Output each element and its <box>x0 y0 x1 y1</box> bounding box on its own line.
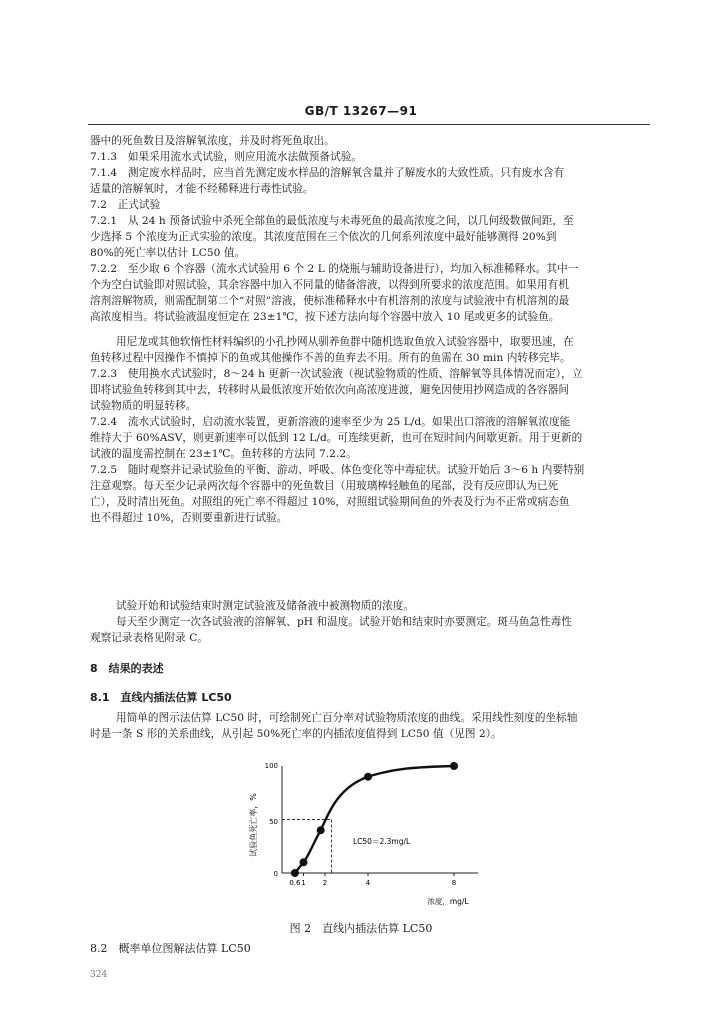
page-header: GB/T 13267—91 <box>304 104 418 118</box>
data-point <box>450 762 458 770</box>
text-line: 7.2.2 至少取 6 个容器（流水式试验用 6 个 2 L 的烧瓶与辅助设备进行），均加入标准稀释水。其中一 <box>90 263 579 275</box>
text-line: 即将试验鱼转移到其中去，转移时从最低浓度开始依次向高浓度进渡，避免因使用抄网造成的各容器间 <box>90 384 569 396</box>
text-line: 时是一条 S 形的关系曲线，从引起 50%死亡率的内插浓度值得到 LC50 值（见图 2）。 <box>90 728 502 740</box>
text-block-4 <box>90 710 650 742</box>
text-line: 亡），及时清出死鱼。对照组的死亡率不得超过 10%，对照组试验期间鱼的外表及行为不正常或病态鱼 <box>90 496 570 508</box>
data-point <box>291 869 299 877</box>
lc50-chart <box>0 758 722 908</box>
data-points <box>291 762 458 877</box>
text-line: 个为空白试验即对照试验，其余容器中加入不同量的储备溶液，以得到所要求的浓度范围。如果用有机 <box>90 279 569 291</box>
data-point <box>300 858 308 866</box>
x-tick-label: 1 <box>301 879 306 887</box>
x-tick-label: 4 <box>365 879 371 887</box>
y-tick-label: 50 <box>269 818 278 826</box>
text-line: 器中的死鱼数目及溶解氧浓度，并及时将死鱼取出。 <box>90 135 335 147</box>
text-line: 少选择 5 个浓度为正式实验的浓度。其浓度范围在三个依次的几何系列浓度中最好能够测得 20%到 <box>90 231 557 243</box>
text-line: 适量的溶解氧时，才能不经稀释进行毒性试验。 <box>90 183 314 195</box>
text-line: 80%的死亡率以估计 LC50 值。 <box>90 247 246 259</box>
header-rule <box>88 124 650 125</box>
lc50-annotation: LC50＝2.3mg/L <box>353 837 411 846</box>
text-line: 7.2.5 随时观察并记录试验鱼的平衡、游动、呼吸、体色变化等中毒症状。试验开始后 3～6 h 内要特别 <box>90 464 585 476</box>
page-number: 324 <box>90 970 108 980</box>
section-8-1-heading: 8.1 直线内插法估算 LC50 <box>90 691 232 704</box>
text-line: 溶剂溶解物质，则需配制第二个“对照”溶液，使标准稀释水中有机溶剂的浓度与试验液中有机溶剂的最 <box>90 295 570 307</box>
text-line: 7.2.1 从 24 h 预备试验中杀死全部鱼的最低浓度与未毒死鱼的最高浓度之间，以几何级数做间距，至 <box>90 215 574 227</box>
text-line: 试液的温度需控制在 23±1℃。鱼转移的方法同 7.2.2。 <box>90 448 357 460</box>
text-block-2 <box>90 334 650 526</box>
text-block-1 <box>90 133 650 325</box>
text-line: 用尼龙或其他软惰性材料编织的小孔抄网从驯养鱼群中随机选取鱼放入试验容器中，取要迅速，在 <box>116 336 574 348</box>
text-block-3 <box>90 598 650 646</box>
text-line: 维持大于 60%ASV，则更新速率可以低到 12 L/d。可连续更新，也可在短时间内间歇更新。用于更新的 <box>90 432 583 444</box>
lc50-guides <box>282 820 331 874</box>
x-ticks <box>289 873 456 887</box>
text-line: 7.2.4 流水式试验时，启动流水装置，更新溶液的速率至少为 25 L/d。如果出口溶液的溶解氧浓度能 <box>90 416 571 428</box>
x-tick-label: 2 <box>322 879 328 887</box>
text-line: 高浓度相当。将试验液温度恒定在 23±1℃，按下述方法向每个容器中放入 10 尾或更多的试验鱼。 <box>90 311 560 323</box>
x-tick-label: 0.6 <box>289 879 301 887</box>
text-line: 注意观察。每天至少记录两次每个容器中的死鱼数目（用玻璃棒轻触鱼的尾部，没有反应即认为已死 <box>90 480 559 492</box>
text-line: 用简单的图示法估算 LC50 时，可绘制死亡百分率对试验物质浓度的曲线。采用线性刻度的坐标轴 <box>116 712 578 724</box>
text-line: 7.2.3 使用换水式试验时，8～24 h 更新一次试验液（视试验物质的性质、溶解氧等具体情况而定），立 <box>90 368 583 380</box>
text-line: 鱼转移过程中因操作不慎掉下的鱼或其他操作不善的鱼弃去不用。所有的鱼需在 30 min 内转移完毕。 <box>90 352 571 364</box>
figure-caption: 图 2 直线内插法估算 LC50 <box>289 922 433 935</box>
x-tick-label: 8 <box>451 879 457 887</box>
section-8-heading: 8 结果的表述 <box>90 662 164 675</box>
section-8-2-heading: 8.2 概率单位图解法估算 LC50 <box>90 942 251 955</box>
text-line: 也不得超过 10%，否则要重新进行试验。 <box>90 512 288 524</box>
text-line: 试验开始和试验结束时测定试验液及储备液中被测物质的浓度。 <box>116 600 415 612</box>
text-line: 7.1.4 测定废水样品时，应当首先测定废水样品的溶解氧含量并了解废水的大致性质。只有废水含有 <box>90 167 565 179</box>
y-tick-label: 0 <box>273 870 278 878</box>
data-point <box>364 773 372 781</box>
x-axis-label: 浓度，mg/L <box>427 897 469 906</box>
text-line: 试验物质的明显转移。 <box>90 400 197 412</box>
text-line: 7.2 正式试验 <box>90 199 161 211</box>
text-line: 每天至少测定一次各试验液的溶解氧、pH 和温度。试验开始和结束时亦要测定。斑马鱼急性毒性 <box>116 616 572 628</box>
y-tick-label: 100 <box>264 762 278 770</box>
y-axis-label: 试验鱼死亡率，% <box>249 793 258 857</box>
text-line: 观察记录表格见附录 C。 <box>90 632 209 644</box>
text-line: 7.1.3 如果采用流水式试验，则应用流水法做预备试验。 <box>90 151 363 163</box>
data-point <box>317 826 325 834</box>
